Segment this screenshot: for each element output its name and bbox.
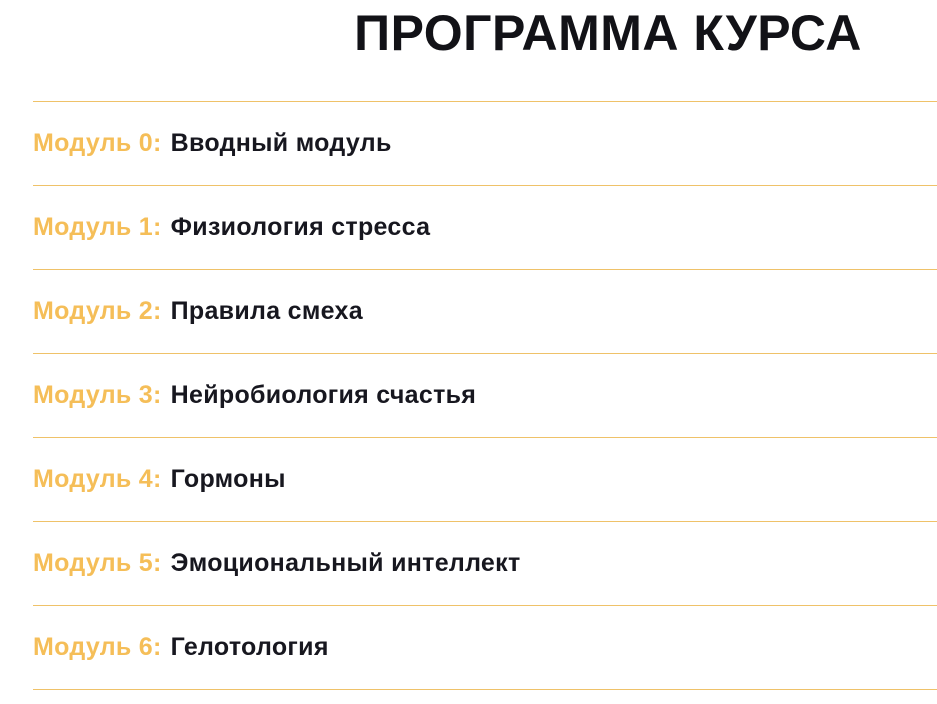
module-row: [33, 437, 937, 521]
module-row: [33, 101, 937, 185]
module-row: [33, 269, 937, 353]
module-title: Гормоны: [170, 465, 286, 493]
module-label: Модуль 3:: [33, 381, 162, 409]
module-row: [33, 353, 937, 437]
module-label: Модуль 5:: [33, 549, 162, 577]
module-row: [33, 185, 937, 269]
module-label: Модуль 6:: [33, 633, 162, 661]
module-label: Модуль 4:: [33, 465, 162, 493]
module-title: Физиология стресса: [170, 213, 431, 241]
course-program-section: [33, 0, 937, 690]
module-list: [33, 101, 937, 690]
bottom-divider: [33, 689, 937, 690]
module-label: Модуль 1:: [33, 213, 162, 241]
module-title: Правила смеха: [170, 297, 363, 325]
module-title: Гелотология: [170, 633, 329, 661]
module-label: Модуль 2:: [33, 297, 162, 325]
module-title: Нейробиология счастья: [170, 381, 477, 409]
page-title: ПРОГРАММА КУРСА: [354, 5, 862, 61]
module-row: [33, 521, 937, 605]
module-title: Эмоциональный интеллект: [170, 549, 521, 577]
module-title: Вводный модуль: [170, 129, 392, 157]
module-label: Модуль 0:: [33, 129, 162, 157]
module-row: [33, 605, 937, 689]
